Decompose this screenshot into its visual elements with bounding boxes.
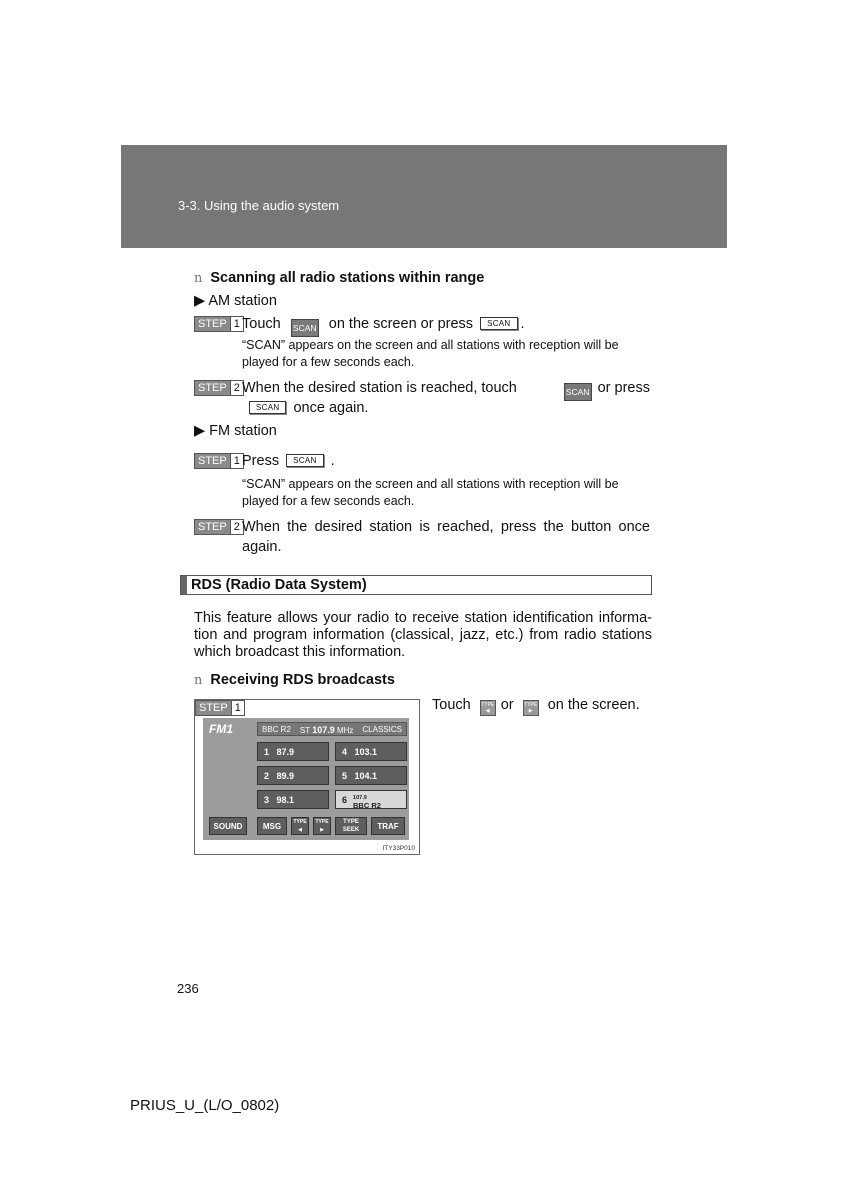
- section-marker: [181, 576, 187, 594]
- preset-button: 2 89.9: [257, 766, 329, 785]
- preset-button: 5 104.1: [335, 766, 407, 785]
- radio-screen: [203, 718, 409, 840]
- step-badge: STEP 1: [194, 453, 244, 469]
- am-step1-text: Touch SCAN on the screen or press SCAN .: [242, 314, 525, 337]
- scan-screen-button-icon: SCAN: [291, 319, 319, 337]
- scanning-heading: Scanning all radio stations within range: [210, 270, 485, 286]
- scan-hardware-button-icon: SCAN: [286, 454, 323, 467]
- scan-hardware-button-icon: SCAN: [480, 317, 517, 330]
- am-step2-text: When the desired station is reached, touch SCAN or press: [242, 378, 650, 401]
- step-badge: STEP 2: [194, 380, 244, 396]
- am-step2-text-line2: SCAN once again.: [246, 398, 368, 418]
- type-next-icon: TYPE ▶: [524, 702, 538, 714]
- step-badge: STEP 2: [194, 519, 244, 535]
- fm-step2-text: When the desired station is reached, press the button once: [242, 519, 650, 535]
- fm-step2-text-line2: again.: [242, 539, 282, 555]
- preset-button: 3 98.1: [257, 790, 329, 809]
- scanning-heading-row: [194, 268, 484, 289]
- type-next-button: TYPE ▶: [313, 817, 331, 835]
- fm-note-line1: “SCAN” appears on the screen and all stations with reception will be: [242, 477, 619, 491]
- step-badge: STEP 1: [195, 700, 245, 716]
- bullet-icon: n: [194, 673, 203, 688]
- type-prev-button: TYPE ◀: [291, 817, 309, 835]
- fm-station-label: ▶ FM station: [194, 423, 277, 439]
- am-note-line2: played for a few seconds each.: [242, 355, 415, 369]
- sound-button: SOUND: [209, 817, 247, 835]
- am-note-line1: “SCAN” appears on the screen and all stations with reception will be: [242, 338, 619, 352]
- traf-button: TRAF: [371, 817, 405, 835]
- radio-screen-figure: [194, 699, 420, 855]
- rds-step1-text: Touch TYPE ◀ or TYPE ▶ on the screen.: [432, 697, 640, 714]
- footer-code: PRIUS_U_(L/O_0802): [130, 1097, 280, 1114]
- station-info-bar: BBC R2 ST 107.9 MHz CLASSICS: [257, 722, 407, 736]
- bullet-icon: n: [194, 271, 203, 286]
- rds-paragraph: This feature allows your radio to receive station identification informa- tion and program information (classical, jazz, etc.) from radio stations which broadcast this information.: [194, 610, 652, 660]
- section-heading-bar: [180, 575, 652, 595]
- fm-note-line2: played for a few seconds each.: [242, 494, 415, 508]
- preset-button: 4 103.1: [335, 742, 407, 761]
- section-heading: RDS (Radio Data System): [191, 577, 367, 593]
- preset-button-selected: 6 107.9 BBC R2: [335, 790, 407, 809]
- scan-hardware-button-icon: SCAN: [249, 401, 286, 414]
- section-title: 3-3. Using the audio system: [178, 198, 340, 213]
- type-seek-button: TYPE SEEK: [335, 817, 367, 835]
- band-label: FM1: [209, 722, 233, 736]
- rds-subheading: Receiving RDS broadcasts: [210, 672, 395, 688]
- am-station-label: ▶ AM station: [194, 293, 277, 309]
- figure-code: ITY33P010: [382, 845, 415, 852]
- step-badge: STEP 1: [194, 316, 244, 332]
- type-prev-icon: TYPE ◀: [481, 702, 495, 714]
- page-number: 236: [177, 981, 199, 996]
- fm-step1-text: Press SCAN .: [242, 453, 335, 469]
- msg-button: MSG: [257, 817, 287, 835]
- rds-subheading-row: [194, 670, 395, 691]
- scan-screen-button-icon: SCAN: [564, 383, 592, 401]
- header-band: [121, 145, 727, 248]
- preset-button: 1 87.9: [257, 742, 329, 761]
